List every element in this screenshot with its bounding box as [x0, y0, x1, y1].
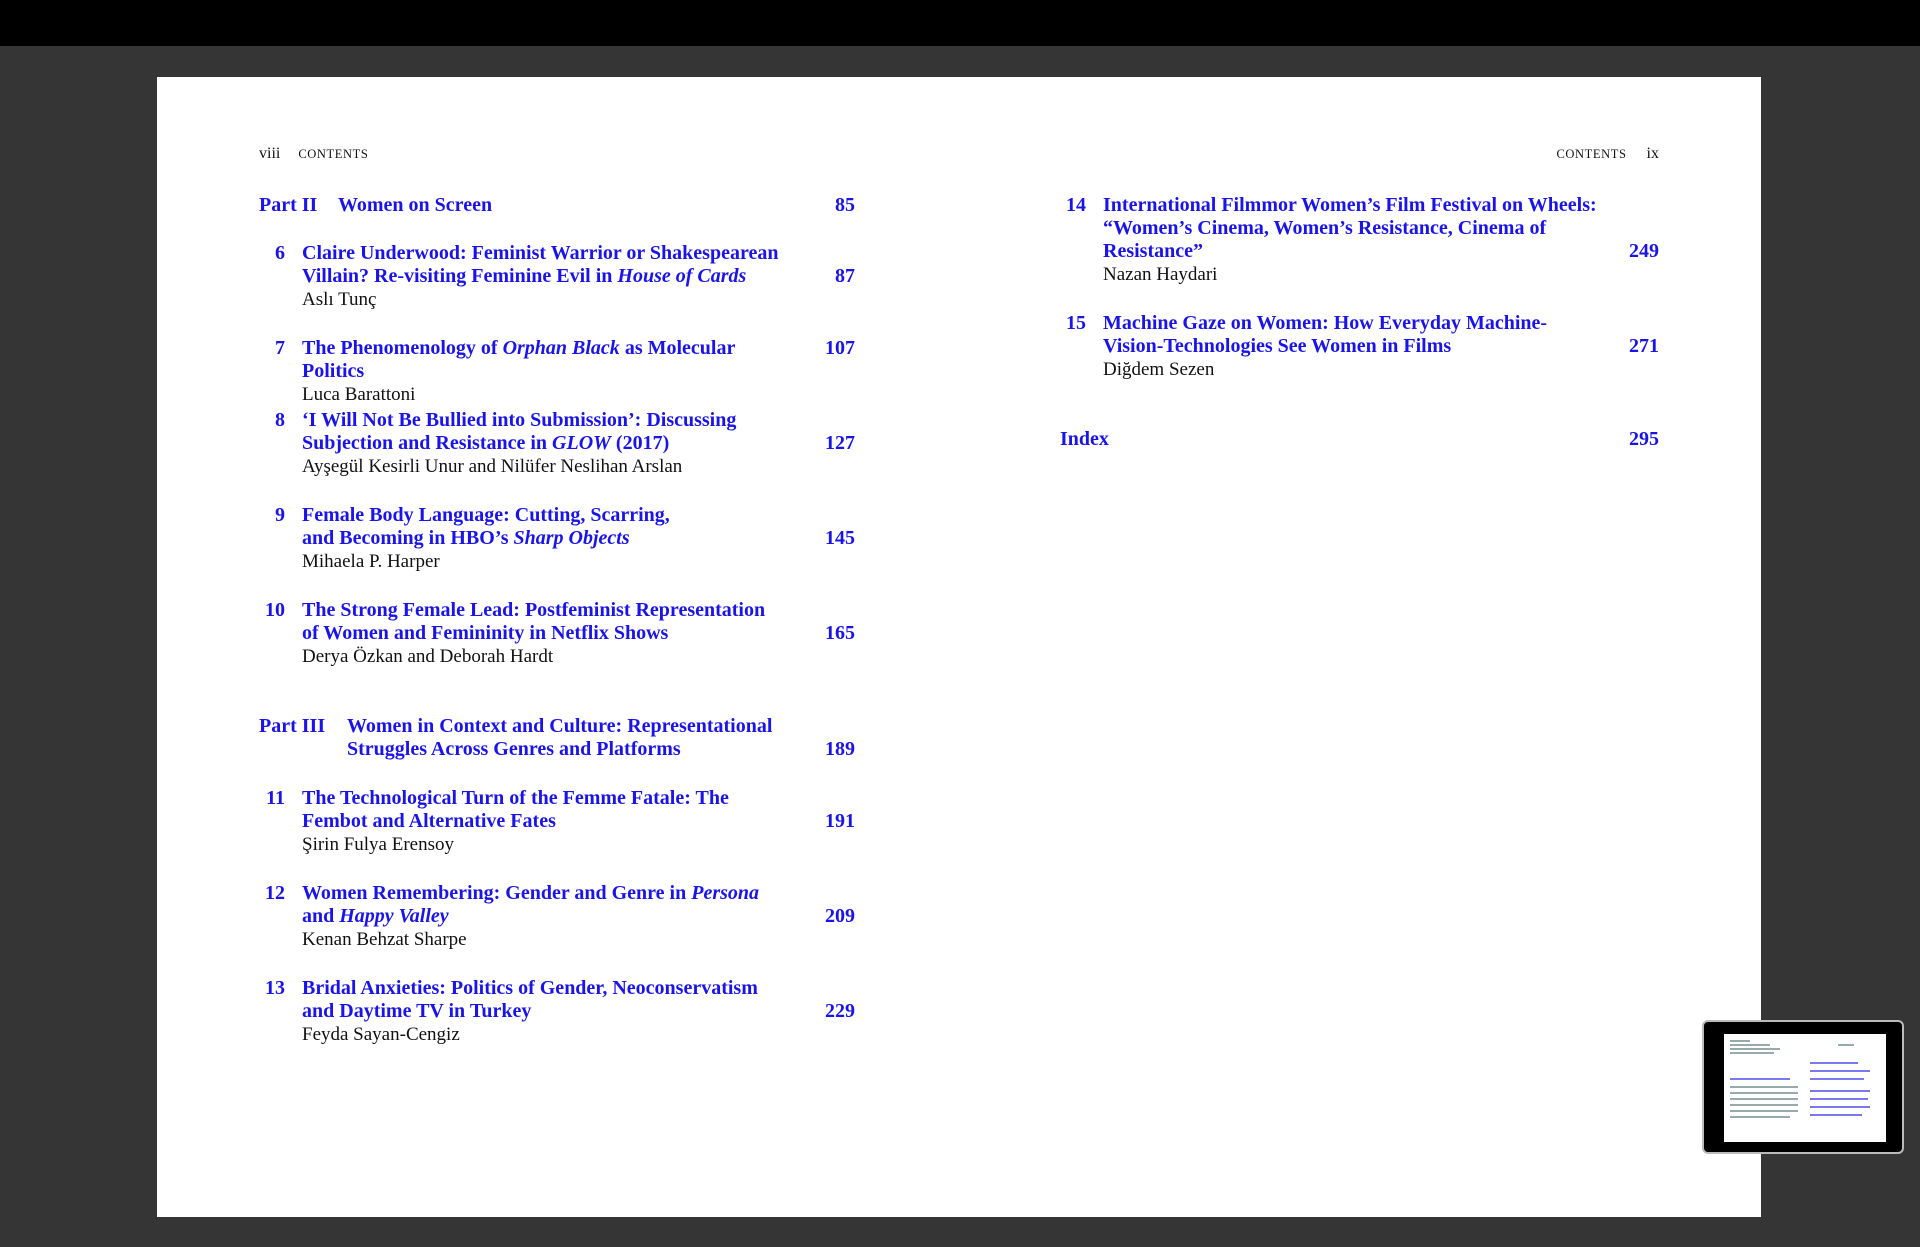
page-thumbnail-navigator[interactable] — [1702, 1020, 1904, 1154]
toc-chapter-11[interactable] — [259, 787, 855, 856]
chapter-number: 10 — [265, 599, 285, 621]
toc-chapter-14[interactable] — [1060, 194, 1659, 286]
toc-chapter-7[interactable] — [259, 337, 855, 406]
chapter-number: 8 — [275, 409, 285, 431]
document-spread — [157, 77, 1761, 1217]
chapter-number: 15 — [1066, 312, 1086, 334]
right-folio: ix — [1646, 145, 1659, 162]
left-running-head — [259, 145, 368, 163]
top-toolbar — [0, 0, 1920, 46]
toc-part-3[interactable] — [259, 715, 855, 761]
page-number: 191 — [825, 810, 855, 832]
chapter-title-line: Subjection and Resistance in GLOW (2017) — [302, 432, 670, 454]
chapter-title-line: Bridal Anxieties: Politics of Gender, Neoconservatism — [302, 977, 758, 999]
chapter-author: Nazan Haydari — [1103, 264, 1218, 285]
page-number: 165 — [825, 622, 855, 644]
chapter-title-line: of Women and Femininity in Netflix Shows — [302, 622, 669, 644]
page-number: 229 — [825, 1000, 855, 1022]
page-number: 87 — [835, 265, 855, 287]
chapter-number: 11 — [266, 787, 285, 809]
toc-chapter-8[interactable] — [259, 409, 855, 478]
page-number: 127 — [825, 432, 855, 454]
chapter-author: Aslı Tunç — [302, 289, 377, 310]
chapter-number: 6 — [275, 242, 285, 264]
chapter-title-line: Claire Underwood: Feminist Warrior or Shakespearean — [302, 242, 779, 264]
page-number: 249 — [1629, 240, 1659, 262]
chapter-title-line: The Strong Female Lead: Postfeminist Representation — [302, 599, 766, 621]
chapter-title-line: Female Body Language: Cutting, Scarring, — [302, 504, 670, 526]
page-number: 107 — [825, 337, 855, 359]
page-number: 189 — [825, 738, 855, 760]
chapter-title-line: and Becoming in HBO’s Sharp Objects — [302, 527, 630, 549]
page-thumbnail — [1724, 1034, 1886, 1142]
index-label: Index — [1060, 428, 1109, 450]
chapter-number: 13 — [265, 977, 285, 999]
chapter-title-line: Vision-Technologies See Women in Films — [1103, 335, 1452, 357]
right-running-head-label: CONTENTS — [1556, 147, 1627, 161]
chapter-number: 12 — [265, 882, 285, 904]
page-number: 145 — [825, 527, 855, 549]
chapter-title-line: The Technological Turn of the Femme Fatale: The — [302, 787, 729, 809]
chapter-title-line: ‘I Will Not Be Bullied into Submission’: Discussing — [302, 409, 737, 431]
toc-chapter-9[interactable] — [259, 504, 855, 573]
toc-chapter-10[interactable] — [259, 599, 855, 668]
chapter-title-line: Fembot and Alternative Fates — [302, 810, 556, 832]
part-title: Women on Screen — [338, 194, 493, 216]
chapter-number: 9 — [275, 504, 285, 526]
chapter-author: Luca Barattoni — [302, 384, 416, 405]
toc-chapter-6[interactable] — [259, 242, 855, 311]
chapter-title-line: Villain? Re-visiting Feminine Evil in House of Cards — [302, 265, 747, 287]
left-folio: viii — [259, 145, 281, 162]
chapter-title-line: International Filmmor Women’s Film Festival on Wheels: — [1103, 194, 1597, 216]
page-number: 209 — [825, 905, 855, 927]
chapter-author: Ayşegül Kesirli Unur and Nilüfer Neslihan Arslan — [302, 456, 683, 477]
part-title-line: Women in Context and Culture: Representational — [347, 715, 773, 737]
chapter-author: Diğdem Sezen — [1103, 359, 1215, 380]
chapter-author: Feyda Sayan-Cengiz — [302, 1024, 460, 1045]
chapter-title-line: and Daytime TV in Turkey — [302, 1000, 532, 1022]
left-running-head-label: CONTENTS — [298, 147, 369, 161]
page-number: 85 — [835, 194, 855, 216]
chapter-title-line: Resistance” — [1103, 240, 1203, 262]
toc-chapter-15[interactable] — [1060, 312, 1659, 381]
chapter-number: 7 — [275, 337, 285, 359]
chapter-author: Şirin Fulya Erensoy — [302, 834, 454, 855]
part-label: Part II — [259, 194, 318, 216]
chapter-title-line: Machine Gaze on Women: How Everyday Machine- — [1103, 312, 1548, 334]
toc-chapter-12[interactable] — [259, 882, 855, 951]
toc-chapter-13[interactable] — [259, 977, 855, 1046]
chapter-title-line: and Happy Valley — [302, 905, 449, 927]
toc-part-2[interactable] — [259, 194, 855, 217]
page-number: 271 — [1629, 335, 1659, 357]
chapter-number: 14 — [1066, 194, 1086, 216]
part-label: Part III — [259, 715, 326, 737]
chapter-author: Kenan Behzat Sharpe — [302, 929, 467, 950]
chapter-title-line: “Women’s Cinema, Women’s Resistance, Cinema of — [1103, 217, 1547, 239]
chapter-author: Mihaela P. Harper — [302, 551, 440, 572]
chapter-title-line: Women Remembering: Gender and Genre in Persona — [302, 882, 760, 904]
toc-index[interactable] — [1060, 428, 1659, 451]
right-running-head — [1556, 145, 1659, 163]
part-title-line: Struggles Across Genres and Platforms — [347, 738, 681, 760]
chapter-author: Derya Özkan and Deborah Hardt — [302, 646, 554, 667]
chapter-title-line: The Phenomenology of Orphan Black as Molecular Politics — [302, 337, 735, 382]
page-number: 295 — [1629, 428, 1659, 450]
